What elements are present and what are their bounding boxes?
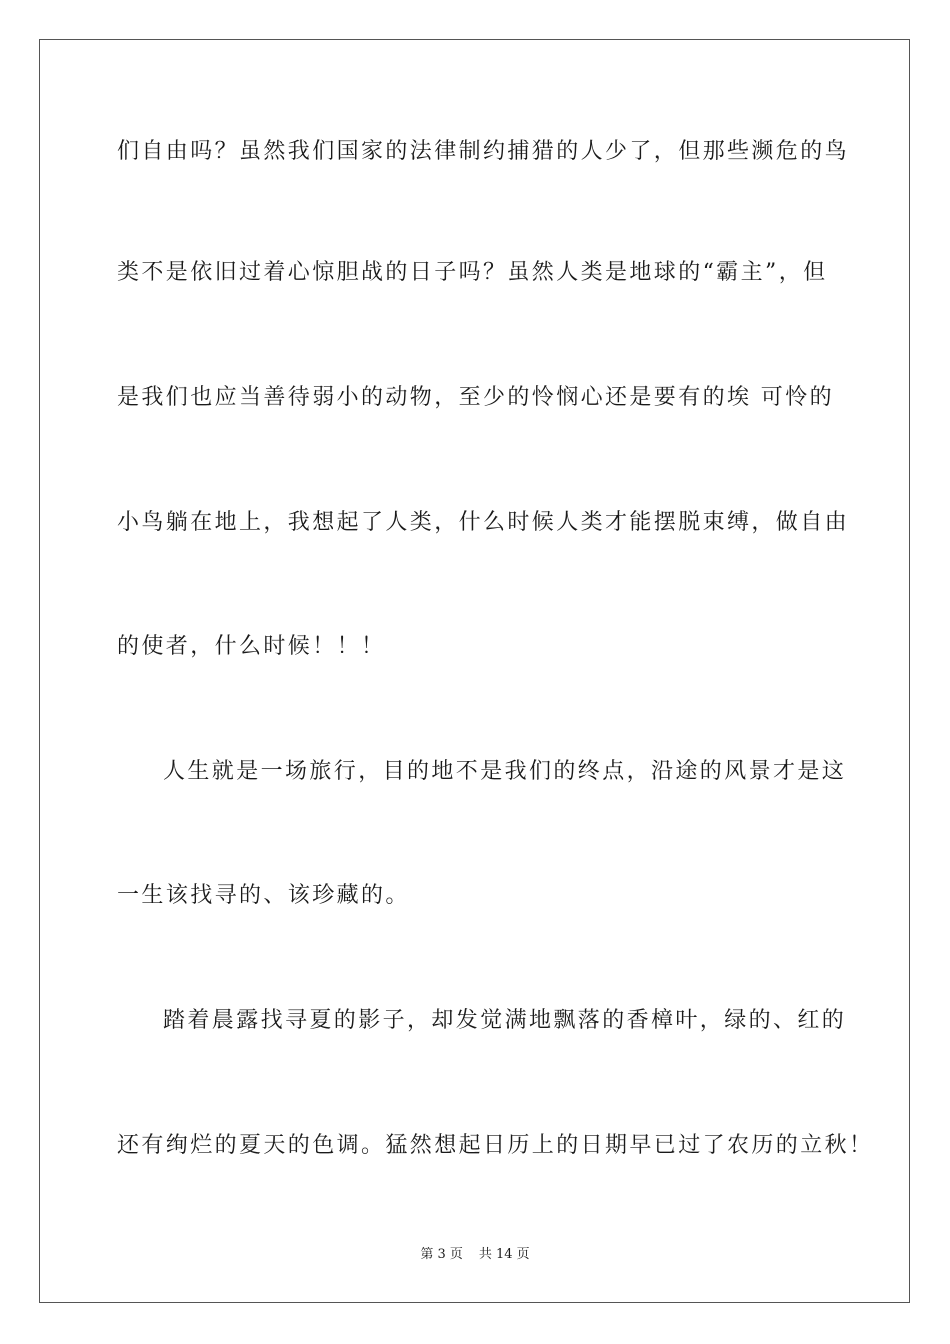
- text-line: 类不是依旧过着心惊胆战的日子吗？虽然人类是地球的“霸主”，但: [117, 260, 828, 285]
- page-border: [39, 39, 910, 1303]
- text-line: 是我们也应当善待弱小的动物，至少的怜悯心还是要有的埃 可怜的: [117, 385, 834, 410]
- paragraph-first-line: 踏着晨露找寻夏的影子，却发觉满地飘落的香樟叶，绿的、红的: [163, 1008, 847, 1033]
- text-line: 们自由吗？虽然我们国家的法律制约捕猎的人少了，但那些濒危的鸟: [117, 139, 850, 164]
- paragraph-first-line: 人生就是一场旅行，目的地不是我们的终点，沿途的风景才是这: [163, 759, 847, 784]
- text-line: 的使者，什么时候！！！: [117, 634, 386, 659]
- page-total: 共 14 页: [478, 1247, 530, 1262]
- page-footer: [0, 1246, 950, 1264]
- text-line: 一生该找寻的、该珍藏的。: [117, 883, 410, 908]
- text-line: 还有绚烂的夏天的色调。猛然想起日历上的日期早已过了农历的立秋！: [117, 1133, 874, 1158]
- page-number: 第 3 页: [420, 1247, 463, 1262]
- text-line: 小鸟躺在地上，我想起了人类，什么时候人类才能摆脱束缚，做自由: [117, 510, 850, 535]
